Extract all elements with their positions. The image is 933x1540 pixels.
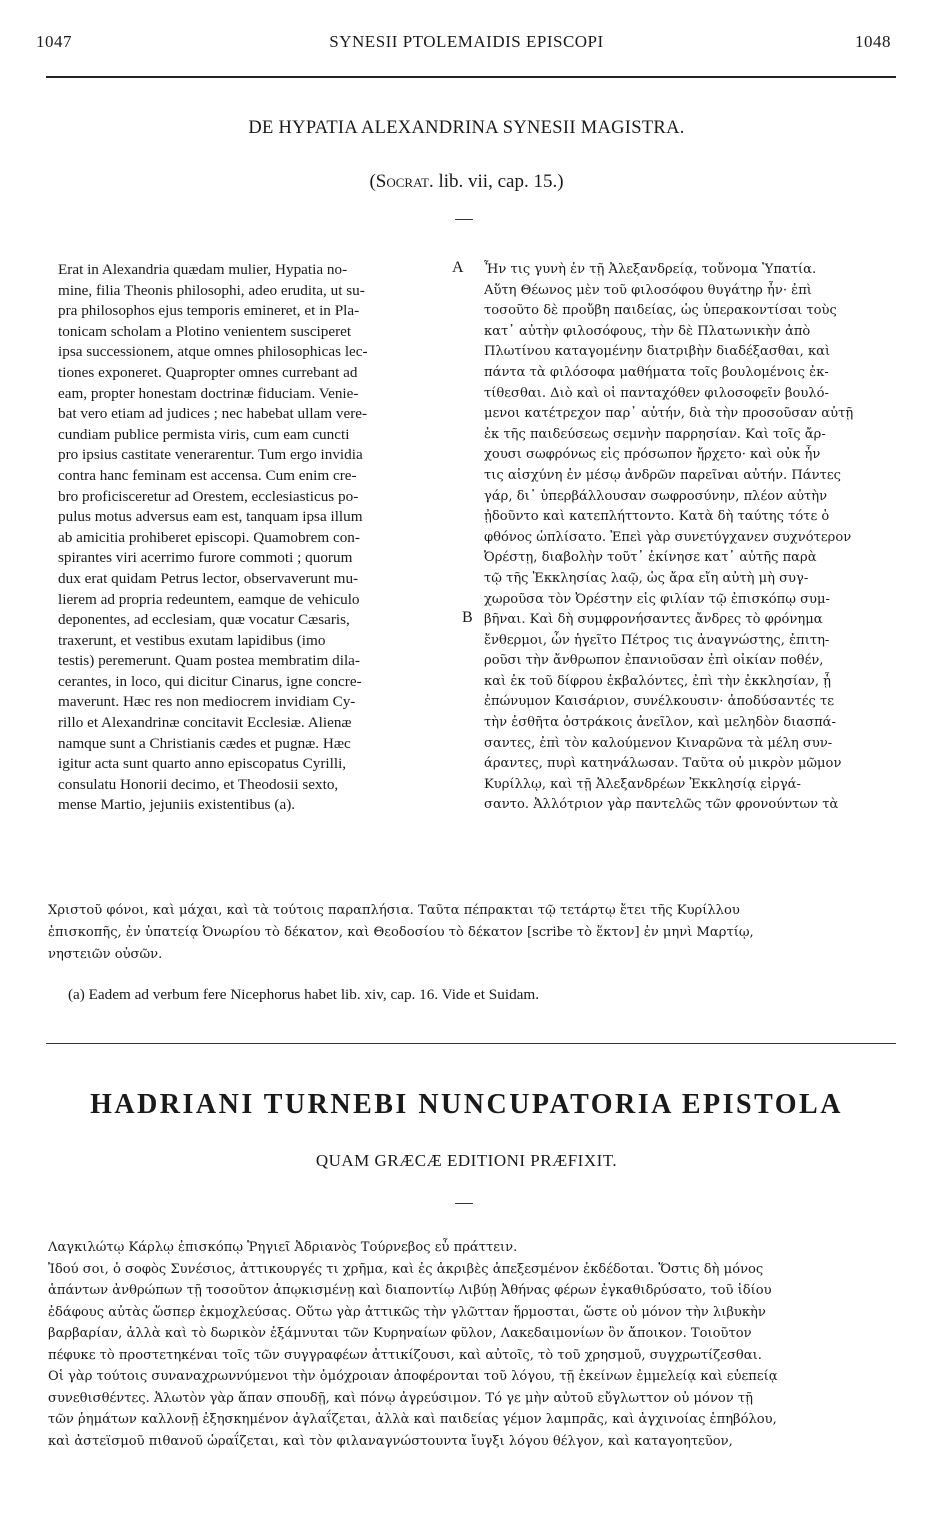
section-title: DE HYPATIA ALEXANDRINA SYNESII MAGISTRA.: [248, 118, 685, 138]
greek-line: κατ᾽ αὐτὴν φιλοσόφους, τὴν δὲ Πλατωνικὴν ἀπὸ: [484, 323, 811, 339]
epistle-title: HADRIANI TURNEBI NUNCUPATORIA EPISTOLA: [90, 1089, 843, 1120]
epistle-dash: [455, 1203, 473, 1204]
greek-line: σαντες, ἐπὶ τὸν καλούμενον Κιναρῶνα τὰ μέλη συν-: [484, 735, 833, 751]
greek-line: Αὕτη Θέωνος μὲν τοῦ φιλοσόφου θυγάτηρ ἦν· ἐπὶ: [484, 282, 812, 298]
greek-line: χουσι σωφρόνως εἰς πρόσωπον ἤρχετο· καὶ οὐκ ἦν: [484, 447, 821, 463]
latin-line: ipsa successionem, atque omnes philosophicas lec-: [58, 343, 368, 361]
greek-line: τὴν ἐσθῆτα ὀστράκοις ἀνεῖλον, καὶ μεληδὸν διασπά-: [484, 715, 836, 731]
greek-line: τοσοῦτο δὲ προὔβη παιδείας, ὡς ὑπερακοντίσαι τοὺς: [484, 303, 837, 319]
latin-line: ab amicitia prohiberet episcopi. Quamobrem con-: [58, 528, 360, 546]
page-number-left: 1047: [36, 32, 72, 51]
epistle-line: συνεθισθέντες. Ἀλωτὸν γὰρ ἅπαν σπουδῇ, καὶ πόνῳ ἀγρεύσιμον. Τό γε μὴν αὐτοῦ εὔγλωττον οὐ μόνον τῇ: [48, 1390, 753, 1406]
header-rule: [46, 76, 896, 78]
greek-line: τῷ τῆς Ἐκκλησίας λαῷ, ὡς ἄρα εἴη αὐτὴ μὴ συγ-: [484, 570, 809, 586]
greek-line: βῆναι. Καὶ δὴ συμφρονήσαντες ἄνδρες τὸ φρόνημα: [484, 612, 823, 628]
epistle-line: Λαγκιλώτῳ Κάρλῳ ἐπισκόπῳ Ῥηγιεῖ Ἀδριανὸς Τούρνεβος εὖ πράττειν.: [48, 1240, 518, 1255]
section-rule: [46, 1043, 896, 1044]
epistle-line: καὶ ἀστεϊσμοῦ πιθανοῦ ὡραΐζεται, καὶ τὸν φιλαναγνώστουντα ἴυγξι λόγου θέλγον, καὶ καταγοητεῦον,: [48, 1433, 733, 1449]
latin-line: pro ipsius castitate venerarentur. Tum ergo invidia: [58, 446, 363, 464]
greek-line: ροῦσι τὴν ἄνθρωπον ἐπανιοῦσαν ἐπὶ οἰκίαν ποθέν,: [484, 653, 824, 669]
running-title: SYNESII PTOLEMAIDIS EPISCOPI: [329, 32, 604, 51]
latin-line: cundiam publice permista viris, cum eam cuncti: [58, 425, 350, 443]
latin-line: dux erat quidam Petrus lector, observaverunt mu-: [58, 569, 359, 587]
epistle-line: Οἱ γὰρ τούτοις συναναχρωννύμενοι τὴν ὁμόχροιαν ἀποφέρονται τοῦ λόγου, τῇ ἐκείνων ἐμμελείᾳ καὶ εὐεπείᾳ: [48, 1369, 778, 1384]
greek-column: [484, 260, 904, 816]
greek-line: Χριστοῦ φόνοι, καὶ μάχαι, καὶ τὰ τούτοις παραπλήσια. Ταῦτα πέπρακται τῷ τετάρτῳ ἔτει τῆς Κυρίλλου: [48, 903, 740, 918]
greek-line: καὶ ἐκ τοῦ δίφρου ἐκβαλόντες, ἐπὶ τὴν ἐκκλησίαν, ᾗ: [484, 673, 831, 689]
latin-line: pulus motus adversus eam est, tanquam ipsa illum: [58, 508, 363, 526]
epistle-text: [48, 1237, 908, 1452]
latin-line: cerantes, in loco, qui dicitur Cinarus, igne concre-: [58, 672, 362, 690]
greek-line: Κυρίλλῳ, καὶ τῇ Ἀλεξανδρέων Ἐκκλησίᾳ εἰργά-: [484, 776, 801, 792]
column-marker-b: B: [462, 609, 473, 626]
latin-line: spirantes viri acerrimo furore commoti ; quorum: [58, 549, 353, 567]
epistle-line: ἁπάντων ἀνθρώπων τῇ τοσοῦτον ἀπῳκισμένῃ καὶ διαποντίῳ Λιβύῃ Ἀθήνας φέρων ἐγκαθιδρύσατο, τοῦ ἰδίου: [48, 1283, 772, 1298]
greek-line: γάρ, δι᾽ ὑπερβάλλουσαν σωφροσύνην, πλέον αὐτὴν: [484, 488, 828, 504]
greek-line: ἐπισκοπῆς, ἐν ὑπατείᾳ Ὀνωρίου τὸ δέκατον, καὶ Θεοδοσίου τὸ δέκατον [scribe τὸ ἕκτον] ἐν μηνὶ Μαρτίῳ,: [48, 925, 754, 940]
epistle-line: τῶν ῥημάτων καλλονῇ ἐξησκημένον ἀγλαΐζεται, ἀλλὰ καὶ παιδείας γέμον λαμπρᾶς, καὶ ἀγχινοίας ἐπηβόλου,: [48, 1412, 777, 1427]
latin-line: lierem ad propria redeuntem, eamque de vehiculo: [58, 590, 360, 608]
greek-line: ᾐδοῦντο καὶ κατεπλήττοντο. Κατὰ δὴ ταύτης τότε ὁ: [484, 509, 830, 525]
latin-line: tonicam scholam a Plotino venientem susciperet: [58, 322, 352, 340]
latin-line: testis) peremerunt. Quam postea membratim dila-: [58, 652, 360, 670]
greek-continuation: [48, 900, 908, 966]
greek-line: ἐπώνυμον Καισάριον, συνέλκουσιν· ἀποδύσαντές τε: [484, 694, 835, 710]
latin-line: bro proficisceretur ad Orestem, ecclesiasticus po-: [58, 487, 359, 505]
latin-line: rillo et Alexandrinæ concitavit Ecclesiæ. Alienæ: [58, 714, 352, 732]
latin-line: namque sunt a Christianis cædes et pugnæ. Hæc: [58, 734, 351, 752]
greek-line: μενοι κατέτρεχον παρ᾽ αὐτήν, διὰ τὴν προσοῦσαν αὐτῇ: [484, 406, 854, 422]
latin-line: igitur acta sunt quarto anno episcopatus Cyrilli,: [58, 755, 347, 773]
latin-line: mense Martio, jejuniis existentibus (a).: [58, 796, 296, 814]
greek-line: νηστειῶν οὐσῶν.: [48, 947, 163, 962]
latin-line: maverunt. Hæc res non mediocrem invidiam Cy-: [58, 693, 356, 711]
epistle-line: βαρβαρίαν, ἀλλὰ καὶ τὸ δωρικὸν ἐξάμνυται τῶν Κυρηναίων φῦλον, Λακεδαιμονίων ὂν ἄποικον. Τοιοῦτον: [48, 1326, 752, 1341]
epistle-line: πέφυκε τὸ προστετηκέναι τοῖς τῶν συγγραφέων ἀττικίζουσι, καὶ αὐτοῖς, τὸ τοῦ χρησμοῦ, συγχρωτίζεσθαι.: [48, 1347, 762, 1363]
page-number-right: 1048: [855, 32, 891, 51]
latin-line: consulatu Honorii decimo, et Theodosii sexto,: [58, 775, 339, 793]
greek-line: τις αἰσχύνη ἐν μέσῳ ἀνδρῶν παρεῖναι αὐτήν. Πάντες: [484, 467, 841, 483]
source-author: Socrat.: [375, 171, 434, 192]
epistle-subtitle: QUAM GRÆCÆ EDITIONI PRÆFIXIT.: [315, 1151, 618, 1170]
greek-line: Πλωτίνου καταγομένην διατριβὴν διαδέξασθαι, καὶ: [484, 344, 831, 360]
greek-line: Ἦν τις γυνὴ ἐν τῇ Ἀλεξανδρείᾳ, τοὔνομα Ὑπατία.: [484, 262, 817, 277]
latin-column: [58, 260, 463, 816]
latin-line: traxerunt, et vestibus exutam lapidibus (imo: [58, 631, 326, 649]
latin-line: mine, filia Theonis philosophi, adeo erudita, ut su-: [58, 281, 365, 299]
greek-line: πάντα τὰ φιλόσοφα μαθήματα τοῖς βουλομένοις ἐκ-: [484, 364, 829, 380]
greek-line: σαντο. Ἀλλότριον γὰρ παντελῶς τῶν φρονούντων τὰ: [484, 797, 839, 813]
greek-line: Ὀρέστῃ, διαβολὴν τοῦτ᾽ ἐκίνησε κατ᾽ αὐτῆς παρὰ: [484, 550, 817, 566]
epistle-line: ἐδάφους αὐτὰς ὥσπερ ἐκμοχλεύσας. Οὕτω γὰρ ἀττικῶς τὴν γλῶτταν ἥρμοσται, ὥστε οὐ μόνον τὴν λιβυκὴν: [48, 1304, 766, 1320]
greek-line: ἐκ τῆς παιδεύσεως σεμνὴν παρρησίαν. Καὶ τοῖς ἄρ-: [484, 426, 826, 442]
latin-line: eam, propter honestam doctrinæ fiduciam. Venie-: [58, 384, 359, 402]
greek-line: φθόνος ὡπλίσατο. Ἐπεὶ γὰρ συνετύγχανεν συχνότερον: [484, 529, 852, 545]
epistle-line: Ἰδού σοι, ὁ σοφὸς Συνέσιος, ἀττικουργές τι χρῆμα, καὶ ἐς ἀκριβὲς ἀπεξεσμένον ἐκδέδοται. Ὅστις δὴ μόνος: [48, 1261, 764, 1277]
greek-line: άραντες, πυρὶ κατηνάλωσαν. Ταῦτα οὐ μικρὸν μῶμον: [484, 756, 842, 772]
latin-line: deponentes, ad ecclesiam, quæ vocatur Cæsaris,: [58, 611, 350, 629]
source-reference: lib. vii, cap. 15.): [433, 171, 564, 192]
latin-line: contra hanc feminam est accensa. Cum enim cre-: [58, 466, 357, 484]
greek-line: τίθεσθαι. Διὸ καὶ οἱ πανταχόθεν φιλοσοφεῖν βουλό-: [484, 385, 829, 401]
greek-line: χωροῦσα τὸν Ὀρέστην εἰς φιλίαν τῷ ἐπισκόπῳ συμ-: [484, 591, 830, 607]
footnote: (a) Eadem ad verbum fere Nicephorus habet lib. xiv, cap. 16. Vide et Suidam.: [68, 986, 540, 1003]
column-marker-a: A: [452, 259, 464, 276]
latin-line: bat vero etiam ad judices ; nec habebat ullam vere-: [58, 405, 368, 423]
latin-line: pra philosophos ejus temporis emineret, et in Pla-: [58, 302, 360, 320]
latin-line: tiones exponeret. Quapropter omnes currebant ad: [58, 363, 358, 381]
source-citation: (Socrat. lib. vii, cap. 15.): [369, 171, 564, 192]
section-dash: [455, 219, 473, 220]
latin-line: Erat in Alexandria quædam mulier, Hypatia no-: [58, 261, 348, 278]
greek-line: ἔνθερμοι, ὧν ἡγεῖτο Πέτρος τις ἀναγνώστης, ἐπιτη-: [484, 632, 830, 648]
